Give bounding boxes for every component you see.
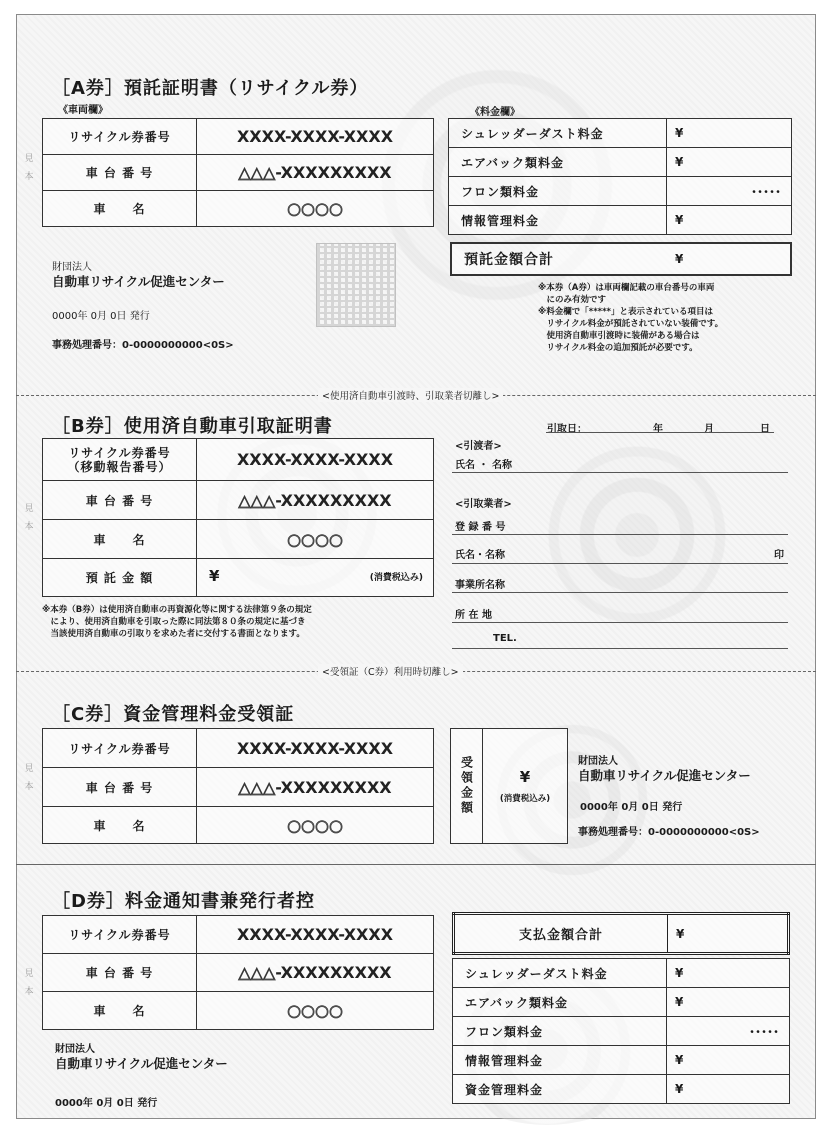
row-label: 預 託 金 額	[43, 559, 197, 597]
date-underline	[546, 432, 774, 433]
tel-line	[452, 648, 788, 649]
fee-value: ¥	[667, 148, 792, 177]
org-name: 自動車リサイクル促進センター	[55, 1056, 228, 1071]
fee-label: 情報管理料金	[453, 1046, 667, 1075]
fee-label: 資金管理料金	[453, 1075, 667, 1104]
table-row	[43, 807, 434, 844]
fee-row	[453, 1017, 790, 1046]
row-label: リサイクル券番号 （移動報告番号）	[43, 439, 197, 481]
receipt-label: 受領金額	[451, 729, 483, 844]
table-row	[43, 119, 434, 155]
ticket-b-notes: ※本券（B券）は使用済自動車の再資源化等に関する法律第９条の規定 により、使用済自動車を引取った際に同法第８０条の規定に基づき 当該使用済自動車の引取りを求めた者に交付する書面となります。	[42, 605, 312, 639]
fee-label: シュレッダーダスト料金	[453, 959, 667, 988]
fee-row	[449, 206, 792, 235]
row-label: 車 台 番 号	[43, 155, 197, 191]
issue-date: 0000年 0月 0日 発行	[55, 1098, 158, 1109]
reg-number-label: 登 録 番 号	[455, 522, 506, 533]
side-seal: 見本	[24, 504, 34, 532]
fee-value: ･････	[667, 177, 792, 206]
process-number: 事務処理番号：0-0000000000<0S>	[52, 340, 234, 351]
row-label: 車 台 番 号	[43, 954, 197, 992]
section-divider	[16, 864, 816, 865]
day-label: 日	[760, 424, 770, 435]
giver-line	[452, 472, 788, 473]
table-row	[43, 520, 434, 559]
total-label: 支払金額合計	[454, 914, 668, 954]
org-sub: 財団法人	[52, 262, 92, 273]
ornament	[537, 435, 737, 635]
ticket-d-fee-table	[452, 958, 790, 1104]
fee-label: エアバック類料金	[449, 148, 667, 177]
ticket-a-fee-table	[448, 118, 792, 235]
year-label: 年	[653, 424, 663, 435]
side-seal: 見本	[24, 154, 34, 182]
row-value: △△△-XXXXXXXXX	[197, 155, 434, 191]
issue-date: 0000年 0月 0日 発行	[580, 802, 683, 813]
org-name: 自動車リサイクル促進センター	[578, 768, 751, 783]
taker-caption: <引取業者>	[455, 499, 512, 510]
fee-value: ¥	[667, 1075, 790, 1104]
ticket-b-vehicle-table	[42, 438, 434, 597]
row-value: XXXX-XXXX-XXXX	[197, 916, 434, 954]
ticket-c-title: ［C券］資金管理料金受領証	[52, 704, 295, 725]
row-value: ○○○○	[197, 520, 434, 559]
fee-label: フロン類料金	[453, 1017, 667, 1046]
row-value: ○○○○	[197, 807, 434, 844]
fee-label: 情報管理料金	[449, 206, 667, 235]
ticket-c-vehicle-table	[42, 728, 434, 844]
address-label: 所 在 地	[455, 610, 492, 621]
fee-label: フロン類料金	[449, 177, 667, 206]
ticket-d-vehicle-table	[42, 915, 434, 1030]
receipt-box	[450, 728, 568, 844]
row-label: 車 台 番 号	[43, 768, 197, 807]
row-label: 車 名	[43, 191, 197, 227]
official-seal	[316, 243, 396, 327]
row-value: △△△-XXXXXXXXX	[197, 768, 434, 807]
total-row	[454, 914, 789, 954]
table-row	[43, 992, 434, 1030]
table-row	[43, 729, 434, 768]
issue-date: 0000年 0月 0日 発行	[52, 311, 150, 322]
row-value: XXXX-XXXX-XXXX	[197, 439, 434, 481]
row-value: △△△-XXXXXXXXX	[197, 481, 434, 520]
fee-row	[449, 148, 792, 177]
row-value: ○○○○	[197, 992, 434, 1030]
vehicle-caption: 《車両欄》	[58, 105, 108, 116]
fee-row	[453, 988, 790, 1017]
fee-label: エアバック類料金	[453, 988, 667, 1017]
row-value: XXXX-XXXX-XXXX	[197, 119, 434, 155]
row-label: 車 名	[43, 992, 197, 1030]
table-row	[43, 768, 434, 807]
ticket-a-total-table	[450, 242, 792, 276]
org-sub: 財団法人	[578, 756, 618, 767]
fee-value: ¥	[667, 988, 790, 1017]
tel-label: TEL.	[493, 633, 517, 644]
ticket-b-title: ［B券］使用済自動車引取証明書	[52, 416, 333, 437]
row-label: リサイクル券番号	[43, 916, 197, 954]
month-label: 月	[704, 424, 714, 435]
reg-number-line	[452, 534, 788, 535]
process-number: 事務処理番号：0-0000000000<0S>	[578, 827, 760, 838]
fee-label: シュレッダーダスト料金	[449, 119, 667, 148]
fee-value: ¥	[667, 1046, 790, 1075]
office-label: 事業所名称	[455, 580, 505, 591]
giver-name-label: 氏名 ・ 名称	[455, 460, 512, 471]
row-label: 車 台 番 号	[43, 481, 197, 520]
side-seal: 見本	[24, 764, 34, 792]
row-value: ○○○○	[197, 191, 434, 227]
total-value: ¥	[667, 243, 791, 275]
row-label: 車 名	[43, 807, 197, 844]
table-row	[43, 916, 434, 954]
table-row	[43, 191, 434, 227]
row-label: リサイクル券番号	[43, 119, 197, 155]
address-line	[452, 622, 788, 623]
fee-row	[449, 177, 792, 206]
org-name: 自動車リサイクル促進センター	[52, 274, 225, 289]
ticket-d-total-table	[452, 912, 790, 955]
row-value: ¥ (消費税込み)	[197, 559, 434, 597]
cut-label: <受領証（C券）利用時切離し>	[318, 664, 463, 678]
seal-mark: 印	[774, 550, 784, 561]
taker-name-line	[452, 563, 788, 564]
giver-caption: <引渡者>	[455, 441, 502, 452]
pickup-date-label: 引取日：	[547, 424, 587, 435]
fee-row	[453, 1046, 790, 1075]
receipt-value: ¥ (消費税込み)	[483, 729, 568, 844]
office-line	[452, 592, 788, 593]
taker-name-label: 氏名・名称	[455, 550, 505, 561]
fee-value: ¥	[667, 959, 790, 988]
row-label: 車 名	[43, 520, 197, 559]
total-label: 預託金額合計	[451, 243, 667, 275]
fee-value: ¥	[667, 206, 792, 235]
side-seal: 見本	[24, 969, 34, 997]
table-row	[43, 954, 434, 992]
fee-row	[449, 119, 792, 148]
row-label: リサイクル券番号	[43, 729, 197, 768]
fee-row	[453, 1075, 790, 1104]
ticket-a-vehicle-table	[42, 118, 434, 227]
org-sub: 財団法人	[55, 1044, 95, 1055]
table-row	[43, 155, 434, 191]
table-row	[43, 559, 434, 597]
fee-value: ･････	[667, 1017, 790, 1046]
table-row	[43, 481, 434, 520]
total-row	[451, 243, 791, 275]
ticket-d-title: ［D券］料金通知書兼発行者控	[52, 891, 315, 912]
row-value: △△△-XXXXXXXXX	[197, 954, 434, 992]
receipt-row	[451, 729, 568, 844]
fee-value: ¥	[667, 119, 792, 148]
total-value: ¥	[668, 914, 789, 954]
table-row	[43, 439, 434, 481]
ticket-a-notes: ※本券（A券）は車両欄記載の車台番号の車両 にのみ有効です ※料金欄で「*****」と表示されている項目は リサイクル料金が預託されていない装備です。 使用済自動車引渡時に装備がある場合は リサイクル料金の追加預託が必要です。	[538, 283, 724, 353]
fee-caption: 《料金欄》	[470, 107, 520, 118]
ticket-a-title: ［A券］預託証明書（リサイクル券）	[52, 78, 369, 99]
row-value: XXXX-XXXX-XXXX	[197, 729, 434, 768]
cut-label: <使用済自動車引渡時、引取業者切離し>	[318, 388, 503, 402]
fee-row	[453, 959, 790, 988]
